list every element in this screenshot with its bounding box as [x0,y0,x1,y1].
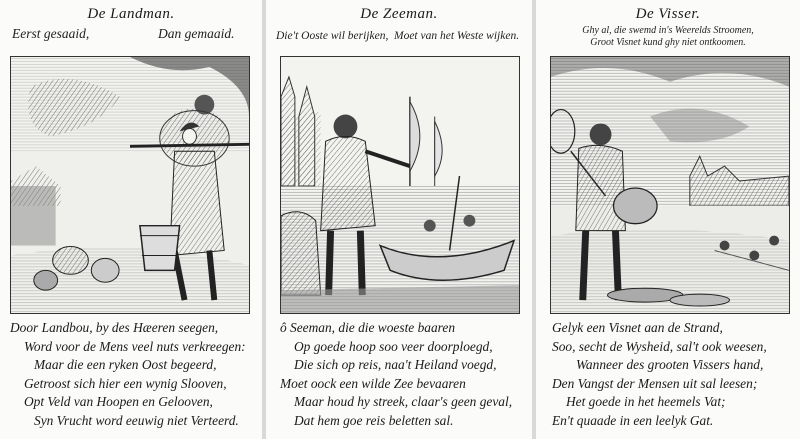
verse-line: Die sich op reis, naa't Heiland voegd, [294,357,497,373]
verse-line: Dat hem goe reis beletten sal. [294,412,454,428]
verse-line: Wanneer des grooten Vissers hand, [576,357,764,373]
panel-visser [536,0,800,439]
engraving-seaman [280,56,520,314]
panel-title: De Landman. [87,6,175,22]
motto-line-2: Groot Visnet kund ghy niet ontkoomen. [590,37,746,48]
engraving-farmer [10,56,250,314]
verse-line: Gelyk een Visnet aan de Strand, [552,320,723,335]
verse-line: Den Vangst der Mensen uit sal leesen; [552,375,758,391]
panel-landman [0,0,262,439]
verse-line: Moet oock een wilde Zee bevaaren [280,375,466,391]
verse-line: Door Landbou, by des Hæeren seegen, [10,320,219,335]
fisherman-illustration [551,57,789,313]
verse-landman [10,319,256,431]
verse-visser [552,319,794,431]
panel-title: De Zeeman. [360,6,438,22]
farmer-illustration [11,57,249,313]
verse-line: Word voor de Mens veel nuts verkreegen: [24,338,246,354]
motto-left: Eerst gesaaid, [12,26,90,41]
motto-right: Dan gemaaid. [158,26,235,41]
verse-line: Maar houd hy streek, claar's geen geval, [294,394,513,410]
panel-title: De Visser. [635,6,701,22]
verse-line: ô Seeman, die die woeste baaren [280,320,456,335]
seaman-illustration [281,57,519,313]
motto-right: Moet van het Weste wijken. [394,30,520,42]
verse-line: En't quaade in een leelyk Gat. [552,412,714,428]
verse-line: Opt Veld van Hoopen en Gelooven, [24,394,213,410]
verse-line: Syn Vrucht word eeuwig niet Verteerd. [34,412,239,428]
verse-line: Het goede in het heemels Vat; [566,394,726,410]
motto-line-1: Ghy al, die swemd in's Weerelds Stroomen, [582,25,754,36]
verse-line: Soo, secht de Wysheid, sal't ook weesen, [552,338,767,354]
engraving-fisherman [550,56,790,314]
motto-left: Die't Ooste wil berijken, [276,30,389,42]
verse-line: Getroost sich hier een wynig Slooven, [24,375,227,391]
verse-line: Op goede hoop soo veer doorploegd, [294,338,493,354]
panel-zeeman [266,0,532,439]
verse-zeeman [280,319,526,431]
verse-line: Maar die een ryken Oost begeerd, [34,357,217,373]
